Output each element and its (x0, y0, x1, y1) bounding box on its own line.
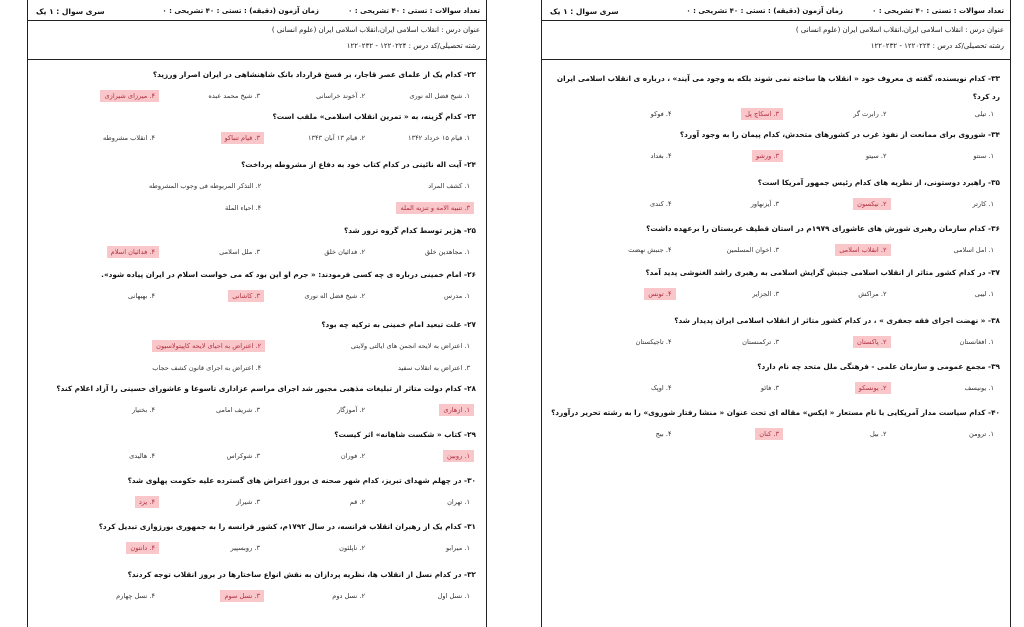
question-text: ۲۸- کدام دولت متاثر از تبلیغات مذهبی مجبور شد اجرای مراسم عزاداری تاسوعا و عاشورای حسینی را آزاد اعلام کند؟ (56, 384, 476, 393)
answer-option[interactable]: ۳. ملل اسلامی (219, 248, 260, 256)
answer-option[interactable]: ۲. فدائیان خلق (324, 248, 365, 256)
question-text: ۲۳- کدام گزینه، به « تمرین انقلاب اسلامی» ملقب است؟ (272, 112, 476, 121)
answer-option[interactable]: ۱. افغانستان (959, 338, 994, 346)
answer-option[interactable]: ۲. نسل دوم (332, 592, 365, 600)
course-title: عنوان درس : انقلاب اسلامی ایران،انقلاب اسلامی ایران (علوم انسانی ) (271, 26, 480, 34)
series-label: سری سوال : ۱ یک (36, 7, 105, 16)
answer-option[interactable]: ۴. هالیدی (129, 452, 155, 460)
question-text: ۲۹- کتاب « شکست شاهانه» اثر کیست؟ (334, 430, 476, 439)
answer-option[interactable]: ۲. قیام ۱۳ آبان ۱۳۴۳ (307, 134, 365, 142)
selected-answer-option[interactable]: ۴. میرزای شیرازی (100, 90, 159, 102)
answer-option[interactable]: ۱. یونیسف (964, 384, 994, 392)
series-label: سری سوال : ۱ یک (550, 7, 619, 16)
header-divider (28, 20, 486, 21)
answer-option[interactable]: ۴. کندی (650, 200, 672, 208)
page-header (542, 0, 1010, 60)
answer-option[interactable]: ۴. اوپک (651, 384, 672, 392)
selected-answer-option[interactable]: ۳. اسکاچ پل (741, 108, 783, 120)
answer-option[interactable]: ۱. تهران (447, 498, 470, 506)
selected-answer-option[interactable]: ۴. یزد (135, 496, 159, 508)
major-code: رشته تحصیلی/کد درس : ۱۲۲۰۲۲۴ - ۱۲۲۰۲۳۲ (346, 42, 480, 50)
answer-option[interactable]: ۴. فوکو (650, 110, 672, 118)
answer-option[interactable]: ۲. قم (349, 498, 365, 506)
question-text: ۲۲- کدام یک از علمای عصر قاجار، بر فسخ قرارداد بانک شاهنشاهی در ایران اصرار ورزید؟ (152, 70, 476, 79)
answer-option[interactable]: ۳. اخوان المسلمین (726, 246, 779, 254)
selected-answer-option[interactable]: ۲. اعتراض به احیای لایحه کاپیتولاسیون (152, 340, 265, 352)
answer-option[interactable]: ۲. ناپلئون (339, 544, 365, 552)
question-text: ۲۴- آیت اله نائینی در کدام کتاب خود به دفاع از مشروطه پرداخت؟ (241, 160, 476, 169)
course-title: عنوان درس : انقلاب اسلامی ایران،انقلاب اسلامی ایران (علوم انسانی ) (795, 26, 1004, 34)
answer-option[interactable]: ۳. آیزنهاور (750, 200, 779, 208)
question-text: ۳۳- کدام نویسنده، گفته ی معروف خود « انقلاب ها ساخته نمی شوند بلکه به وجود می آیند» ، درباره ی انقلاب اسلامی ایران رد کرد؟ (556, 74, 1000, 101)
question-text: ۳۱- کدام یک از رهبران انقلاب فرانسه، در سال ۱۷۹۲م، کشور فرانسه را به جمهوری بورژوازی تبدیل کرد؟ (98, 522, 476, 531)
answer-option[interactable]: ۴. بختیار (131, 406, 155, 414)
answer-option[interactable]: ۴. بغداد (650, 152, 672, 160)
selected-answer-option[interactable]: ۲. یونسکو (855, 382, 891, 394)
answer-option[interactable]: ۱. مدرس (444, 292, 470, 300)
selected-answer-option[interactable]: ۲. انقلاب اسلامی (835, 244, 890, 256)
answer-option[interactable]: ۳. اعتراض به انقلاب سفید (397, 364, 470, 372)
selected-answer-option[interactable]: ۴. فدائیان اسلام (107, 246, 159, 258)
exam-time: زمان آزمون (دقیقه) : تستی : ۴۰ تشریحی : ۰ (162, 7, 319, 15)
exam-time: زمان آزمون (دقیقه) : تستی : ۴۰ تشریحی : ۰ (686, 7, 843, 15)
selected-answer-option[interactable]: ۲. پاکستان (853, 336, 890, 348)
answer-option[interactable]: ۱. اعتراض به لایحه انجمن های ایالتی ولایتی (350, 342, 470, 350)
answer-option[interactable]: ۴. بهبهانی (128, 292, 155, 300)
answer-option[interactable]: ۲. مراکش (858, 290, 887, 298)
answer-option[interactable]: ۱. ترومن (969, 430, 994, 438)
header-divider (542, 20, 1010, 21)
answer-option[interactable]: ۱. قیام ۱۵ خرداد ۱۳۴۲ (408, 134, 470, 142)
question-count: تعداد سوالات : تستی : ۴۰ تشریحی : ۰ (872, 7, 1004, 15)
question-text: ۳۹- مجمع عمومی و سازمان علمی - فرهنگی ملل متحد چه نام دارد؟ (757, 362, 1000, 371)
answer-option[interactable]: ۱. مجاهدین خلق (424, 248, 470, 256)
answer-option[interactable]: ۴. جنبش نهضت (628, 246, 672, 254)
question-text: ۳۸- « نهضت اجرای فقه جعفری » ، در کدام کشور متاثر از انقلاب اسلامی ایران پدیدار شد؟ (674, 316, 1000, 325)
answer-option[interactable]: ۲. سیتو (865, 152, 887, 160)
answer-option[interactable]: ۱. کشف المراد (428, 182, 470, 190)
answer-option[interactable]: ۴. بیج (655, 430, 672, 438)
question-count: تعداد سوالات : تستی : ۴۰ تشریحی : ۰ (348, 7, 480, 15)
answer-option[interactable]: ۳. الجزایر (752, 290, 779, 298)
question-text: ۳۰- در چهلم شهدای تبریز، کدام شهر صحنه ی بروز اعتراض های گسترده علیه حکومت پهلوی شد؟ (127, 476, 476, 485)
selected-answer-option[interactable]: ۳. کاشانی (228, 290, 264, 302)
selected-answer-option[interactable]: ۱. روبین (443, 450, 474, 462)
question-text: ۳۷- در کدام کشور متاثر از انقلاب اسلامی جنبش گرایش اسلامی به رهبری راشد الغنوشی پدید آمد؟ (645, 268, 1000, 277)
answer-option[interactable]: ۱. کارتر (972, 200, 994, 208)
answer-option[interactable]: ۱. لیبی (974, 290, 994, 298)
exam-page-right (541, 0, 1011, 627)
answer-option[interactable]: ۳. فائو (760, 384, 779, 392)
question-text: ۲۵- هژیر توسط کدام گروه ترور شد؟ (344, 226, 476, 235)
page-header (28, 0, 486, 60)
answer-option[interactable]: ۴. اعتراض به اجرای قانون کشف حجاب (152, 364, 262, 372)
selected-answer-option[interactable]: ۱. ازهاری (439, 404, 474, 416)
answer-option[interactable]: ۴. نسل چهارم (116, 592, 155, 600)
answer-option[interactable]: ۲. آموزگار (336, 406, 365, 414)
exam-page-left (27, 0, 487, 627)
answer-option[interactable]: ۱. شیخ فضل اله نوری (409, 92, 470, 100)
selected-answer-option[interactable]: ۳. نسل سوم (220, 590, 264, 602)
question-text: ۳۴- شوروی برای ممانعت از نفوذ غرب در کشورهای متحدش، کدام پیمان را به وجود آورد؟ (679, 130, 1000, 139)
answer-option[interactable]: ۳. شریف امامی (215, 406, 260, 414)
selected-answer-option[interactable]: ۴. تونس (644, 288, 675, 300)
selected-answer-option[interactable]: ۳. ورشو (752, 150, 783, 162)
selected-answer-option[interactable]: ۳. قیام تنباکو (221, 132, 264, 144)
answer-option[interactable]: ۴. انقلاب مشروطه (103, 134, 155, 142)
answer-option[interactable]: ۲. آخوند خراسانی (316, 92, 365, 100)
question-text: ۳۲- در کدام نسل از انقلاب ها، نظریه پردازان به نقش انواع ساختارها در بروز انقلاب توجه کردند؟ (127, 570, 476, 579)
answer-option[interactable]: ۳. شیراز (236, 498, 260, 506)
answer-option[interactable]: ۳. ترکمنستان (742, 338, 779, 346)
answer-option[interactable]: ۲. بیل (869, 430, 887, 438)
selected-answer-option[interactable]: ۳. تنبیه الامه و تنزیه المله (396, 202, 474, 214)
answer-option[interactable]: ۳. روبسپیر (230, 544, 260, 552)
answer-option[interactable]: ۳. شیخ محمد عبده (208, 92, 260, 100)
selected-answer-option[interactable]: ۴. دانتون (126, 542, 159, 554)
answer-option[interactable]: ۱. امل اسلامی (953, 246, 994, 254)
answer-option[interactable]: ۱. تیلی (974, 110, 994, 118)
major-code: رشته تحصیلی/کد درس : ۱۲۲۰۲۲۴ - ۱۲۲۰۲۳۲ (870, 42, 1004, 50)
selected-answer-option[interactable]: ۲. نیکسون (853, 198, 890, 210)
answer-option[interactable]: ۴. احیاء الملة (224, 204, 262, 212)
selected-answer-option[interactable]: ۳. کنان (755, 428, 783, 440)
answer-option[interactable]: ۱. نسل اول (437, 592, 470, 600)
answer-option[interactable]: ۲. التذکر المربوطه فی وجوب المشروطه (149, 182, 262, 190)
answer-option[interactable]: ۲. رابرت گر (853, 110, 887, 118)
question-text: ۳۵- راهبرد دوستونی، از نظریه های کدام رئیس جمهور آمریکا است؟ (757, 178, 1000, 187)
question-text: ۴۰- کدام سیاست مدار آمریکایی با نام مستعار « ایکس» مقاله ای تحت عنوان « منشا رفتار شوروی» را به رشته تحریر درآورد؟ (551, 408, 1000, 417)
answer-option[interactable]: ۱. سنتو (973, 152, 994, 160)
answer-option[interactable]: ۲. فوران (340, 452, 365, 460)
answer-option[interactable]: ۲. شیخ فضل اله نوری (304, 292, 365, 300)
answer-option[interactable]: ۴. تاجیکستان (635, 338, 672, 346)
question-text: ۲۶- امام خمینی درباره ی چه کسی فرمودند: « جرم او این بود که می خواست اسلام در ایران پیاده شود». (101, 270, 476, 279)
question-text: ۳۶- کدام سازمان رهبری شورش های عاشورای ۱۹۷۹م در استان قطیف عربستان را برعهده داشت؟ (646, 224, 1000, 233)
answer-option[interactable]: ۱. میرابو (446, 544, 470, 552)
answer-option[interactable]: ۳. شوکراس (226, 452, 260, 460)
question-text: ۲۷- علت تبعید امام خمینی به ترکیه چه بود؟ (321, 320, 476, 329)
